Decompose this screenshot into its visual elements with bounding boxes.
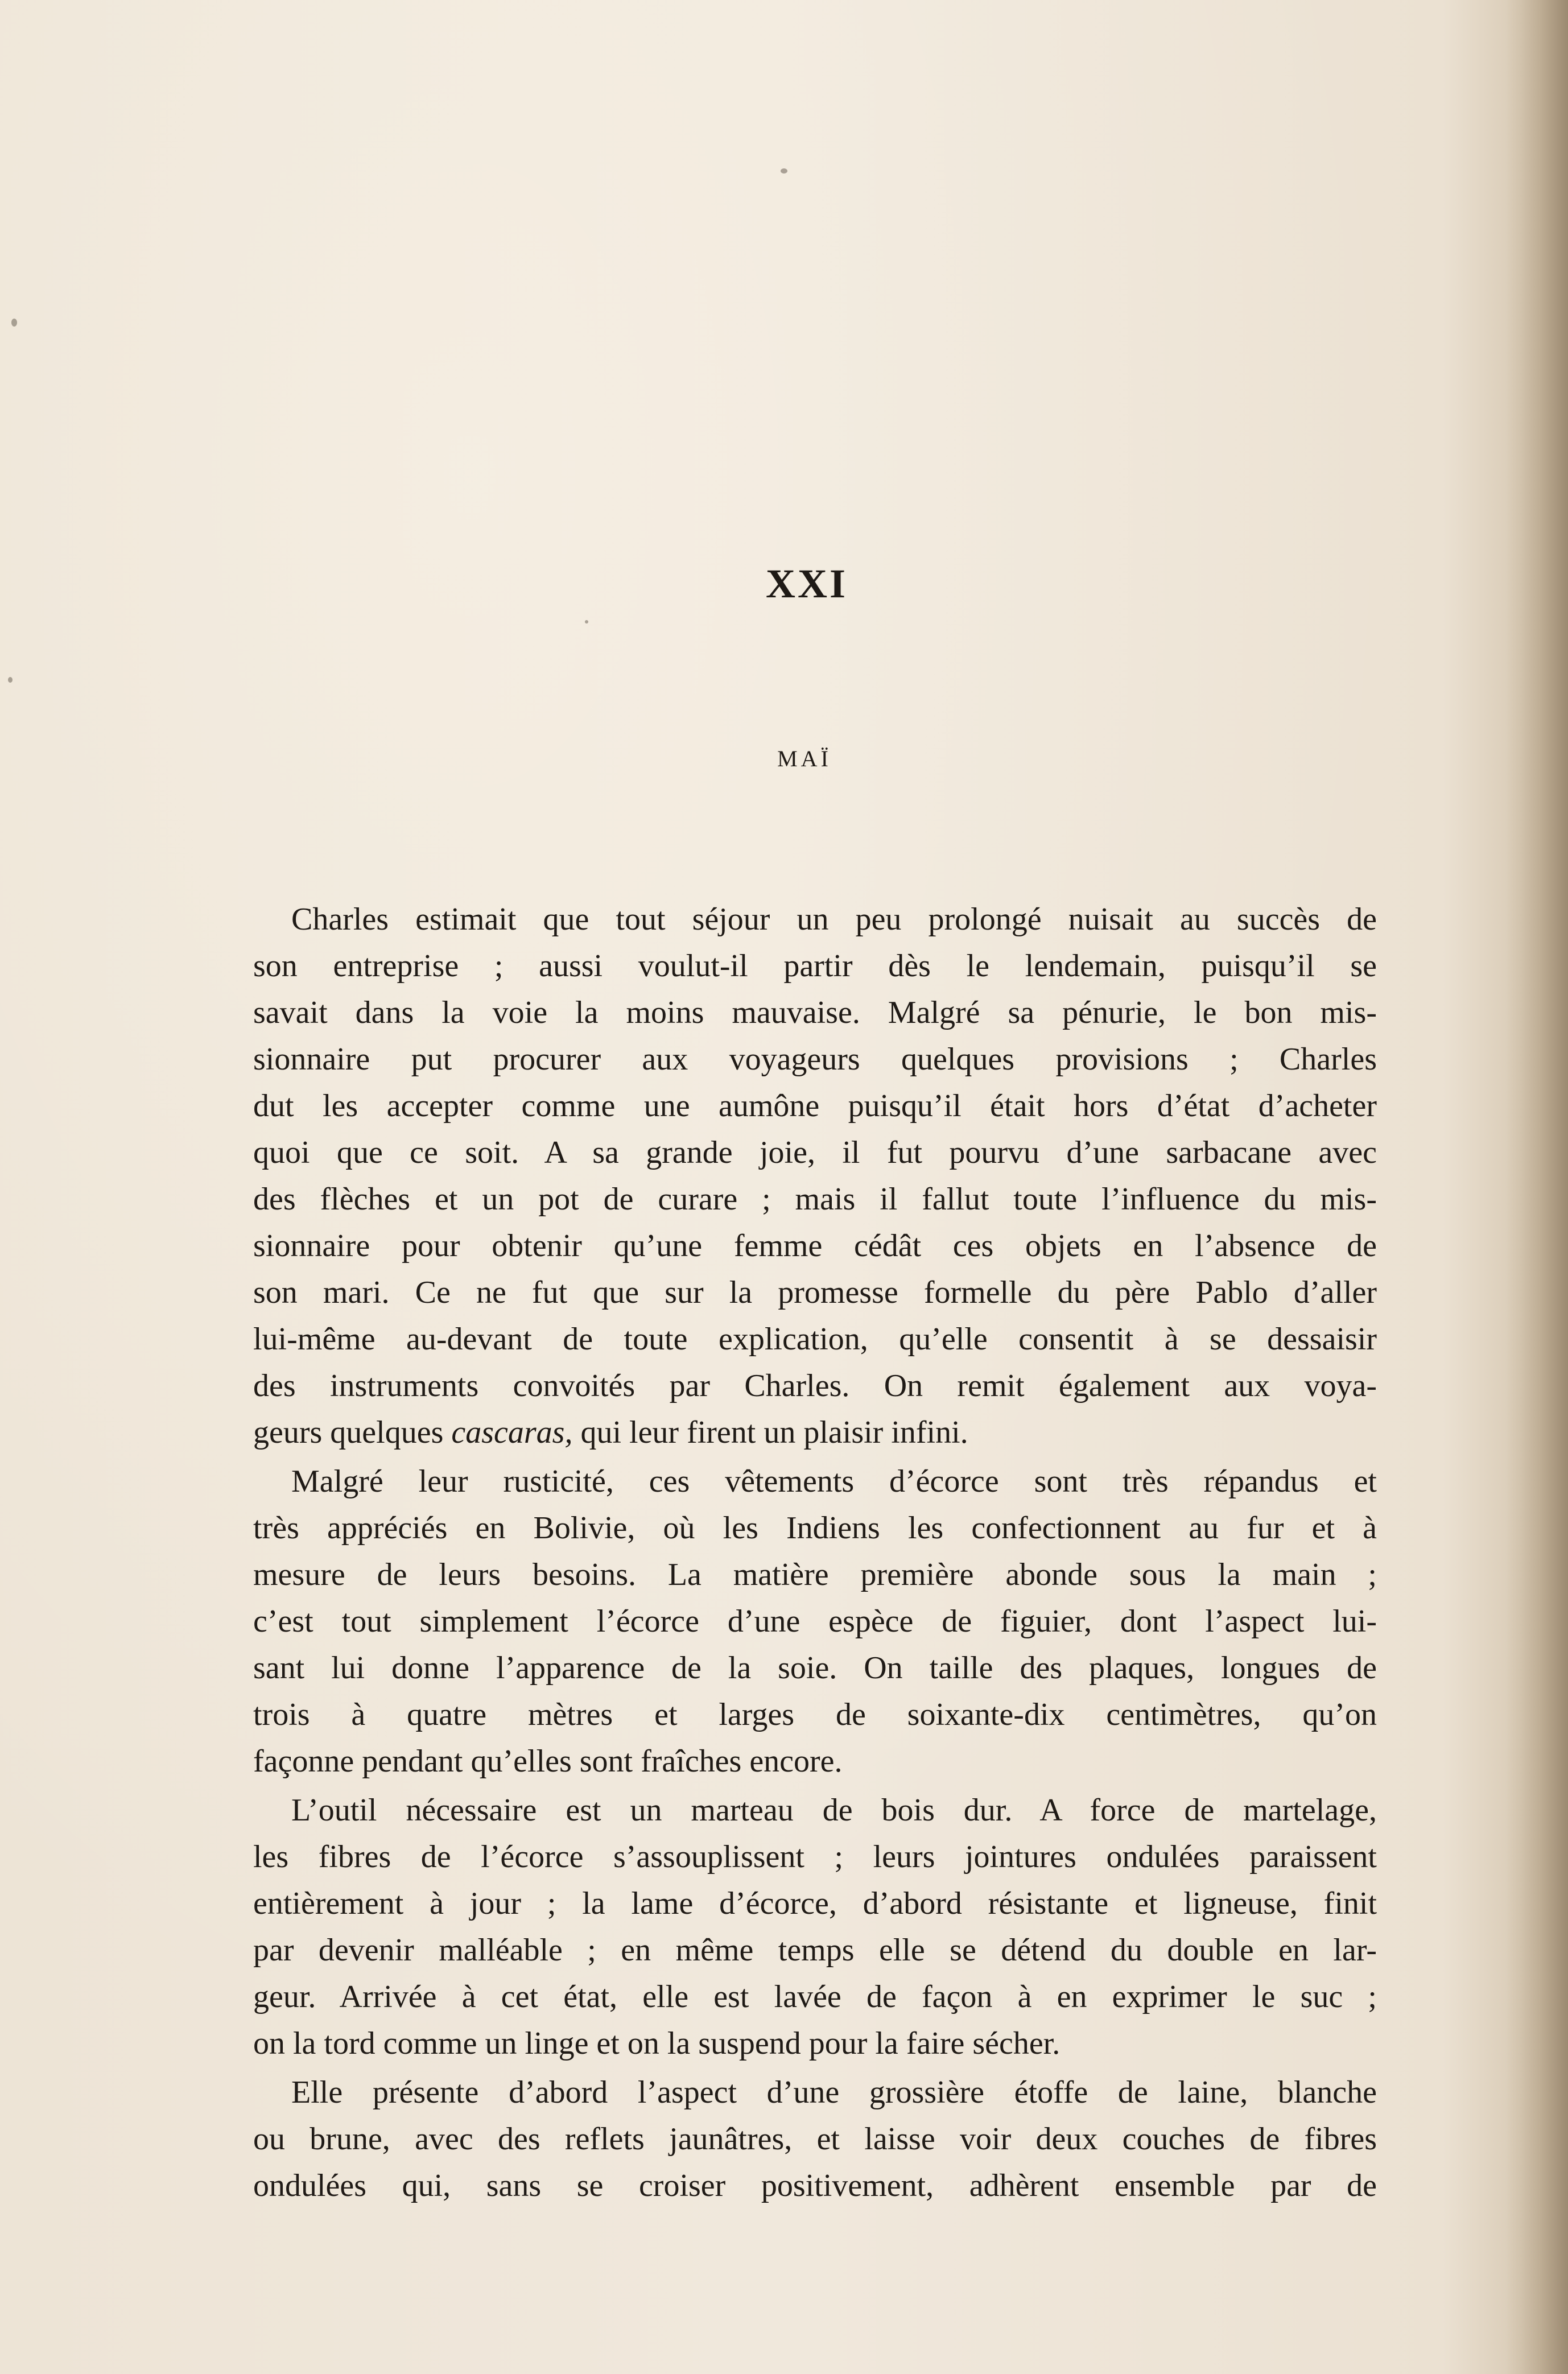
text-line: quoi que ce soit. A sa grande joie, il fut pourvu d’une sarbacane avec (253, 1135, 1377, 1170)
ink-speck (585, 620, 588, 624)
text-line: sant lui donne l’apparence de la soie. On taille des plaques, longues de (253, 1650, 1377, 1686)
text-line: les fibres de l’écorce s’assouplissent ; leurs jointures ondulées paraissent (253, 1839, 1377, 1875)
text-segment: qui leur firent un plaisir infini. (572, 1415, 968, 1450)
text-line: Malgré leur rusticité, ces vêtements d’écorce sont très répandus et (291, 1464, 1377, 1499)
text-line: trois à quatre mètres et larges de soixante-dix centimètres, qu’on (253, 1697, 1377, 1732)
text-line: dut les accepter comme une aumône puisqu’il était hors d’état d’acheter (253, 1088, 1377, 1124)
text-line: c’est tout simplement l’écorce d’une espèce de figuier, dont l’aspect lui- (253, 1604, 1377, 1639)
chapter-title: MAÏ (777, 746, 832, 771)
body-text (253, 896, 1377, 2209)
text-line: son mari. Ce ne fut que sur la promesse formelle du père Pablo d’aller (253, 1275, 1377, 1310)
text-line: sionnaire put procurer aux voyageurs quelques provisions ; Charles (253, 1042, 1377, 1077)
text-line: ou brune, avec des reflets jaunâtres, et laisse voir deux couches de fibres (253, 2121, 1377, 2157)
text-line (253, 1409, 1377, 1456)
ink-speck (781, 168, 787, 174)
text-line: façonne pendant qu’elles sont fraîches encore. (253, 1744, 843, 1779)
ink-speck (11, 319, 17, 327)
text-line: Charles estimait que tout séjour un peu prolongé nuisait au succès de (291, 902, 1377, 937)
ink-speck (8, 677, 13, 683)
text-line: savait dans la voie la moins mauvaise. Malgré sa pénurie, le bon mis- (253, 995, 1377, 1030)
text-line: des flèches et un pot de curare ; mais il fallut toute l’influence du mis- (253, 1182, 1377, 1217)
text-line: par devenir malléable ; en même temps elle se détend du double en lar- (253, 1933, 1377, 1968)
text-line: geur. Arrivée à cet état, elle est lavée de façon à en exprimer le suc ; (253, 1979, 1377, 2014)
page-edge-shadow (1505, 0, 1568, 2374)
chapter-number: XXI (765, 561, 848, 606)
text-line: on la tord comme un linge et on la suspend pour la faire sécher. (253, 2026, 1061, 2061)
text-line: sionnaire pour obtenir qu’une femme cédât ces objets en l’absence de (253, 1228, 1377, 1264)
text-line: très appréciés en Bolivie, où les Indiens les confectionnent au fur et à (253, 1510, 1377, 1546)
text-line: ondulées qui, sans se croiser positivement, adhèrent ensemble par de (253, 2168, 1377, 2203)
text-line: entièrement à jour ; la lame d’écorce, d’abord résistante et ligneuse, finit (253, 1886, 1377, 1921)
text-line: Elle présente d’abord l’aspect d’une grossière étoffe de laine, blanche (291, 2075, 1377, 2110)
text-line: son entreprise ; aussi voulut-il partir dès le lendemain, puisqu’il se (253, 948, 1377, 984)
text-segment: geurs quelques (253, 1415, 452, 1450)
text-line: lui-même au-devant de toute explication, qu’elle consentit à se dessaisir (253, 1322, 1377, 1357)
text-line: L’outil nécessaire est un marteau de bois dur. A force de martelage, (291, 1793, 1377, 1828)
italic-word: cascaras, (451, 1415, 573, 1450)
text-line: des instruments convoités par Charles. On remit également aux voya- (253, 1368, 1377, 1403)
text-line: mesure de leurs besoins. La matière première abonde sous la main ; (253, 1557, 1377, 1592)
